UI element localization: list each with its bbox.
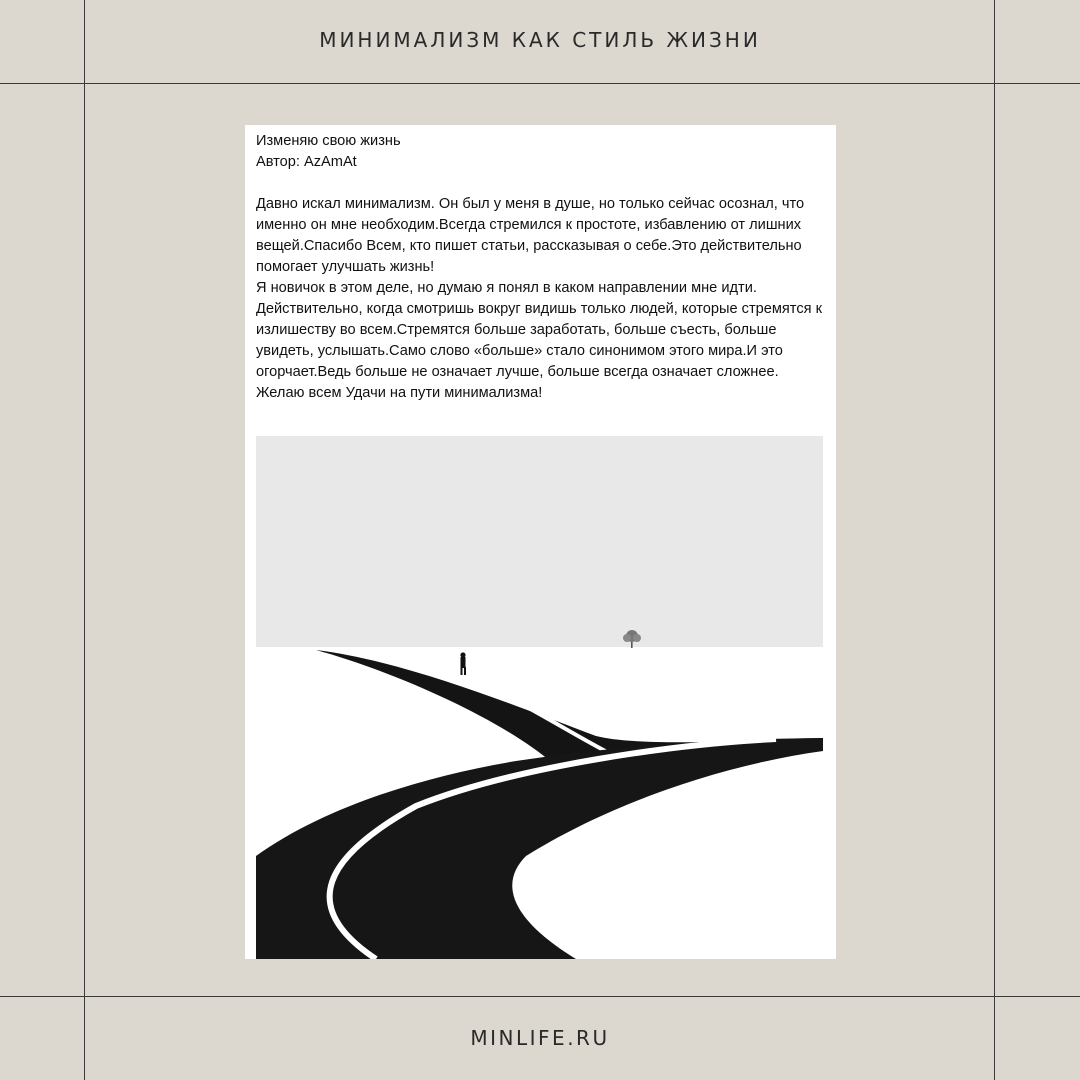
post-author: Автор: AzAmAt [256, 154, 357, 170]
post-title: Изменяю свою жизнь [256, 133, 401, 149]
post-text [256, 131, 831, 404]
photo-sky [256, 436, 823, 648]
post-paragraph: Желаю всем Удачи на пути минимализма! [256, 385, 543, 401]
post-card [245, 125, 836, 959]
road-photo [256, 436, 823, 959]
frame-line-top [0, 83, 1080, 84]
header-title: МИНИМАЛИЗМ КАК СТИЛЬ ЖИЗНИ [319, 28, 761, 52]
post-paragraph: Давно искал минимализм. Он был у меня в душе, но только сейчас осознал, что именно он мне необходим.Всегда стремился к простоте, избавлению от лишних вещей.Спасибо Всем, кто пишет статьи, рассказывая о себе.Это действительно помогает улучшать жизнь! [256, 196, 805, 275]
frame-line-right [994, 0, 995, 1080]
footer-site: MINLIFE.RU [470, 1026, 610, 1050]
frame-line-left [84, 0, 85, 1080]
post-paragraph: Я новичок в этом деле, но думаю я понял в каком направлении мне идти. Действительно, когда смотришь вокруг видишь только людей, которые стремятся к излишеству во всем.Стремятся больше заработать, больше съесть, больше увидеть, услышать.Само слово «больше» стало синонимом этого мира.И это огорчает.Ведь больше не означает лучше, больше всегда означает сложнее. [256, 280, 822, 380]
frame-line-bottom [0, 996, 1080, 997]
